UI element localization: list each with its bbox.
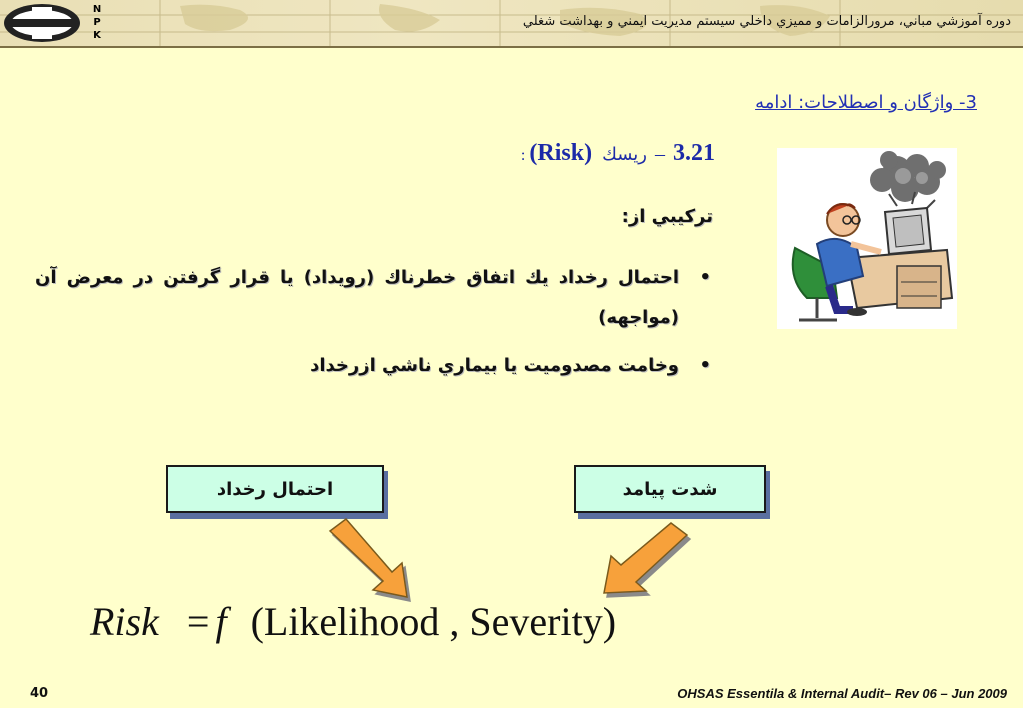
logo-letter-n: N bbox=[92, 4, 102, 15]
header-banner bbox=[0, 0, 1023, 48]
bullet-dot: • bbox=[699, 267, 711, 288]
definition-number: 3.21 bbox=[673, 140, 715, 166]
definition-colon: : bbox=[520, 147, 526, 164]
bullet-item bbox=[35, 258, 715, 338]
definition-term-persian: ريسك bbox=[602, 144, 647, 165]
intro-text: تركيبي از: bbox=[621, 206, 713, 227]
footer-text: OHSAS Essentila & Internal Audit– Rev 06 – Jun 2009 bbox=[677, 686, 1007, 701]
formula-risk: Risk bbox=[90, 599, 159, 644]
risk-formula bbox=[90, 598, 616, 645]
formula-equals: = bbox=[186, 599, 210, 644]
formula-function: f bbox=[215, 599, 227, 644]
bullet-text-likelihood: احتمال رخداد يك اتفاق خطرناك (رويداد) يا قرار گرفتن در معرض آن (مواجهه) bbox=[35, 267, 679, 328]
page-number: 40 bbox=[30, 686, 49, 701]
likelihood-box: احتمال رخداد bbox=[166, 465, 384, 513]
npk-letters bbox=[90, 3, 104, 42]
npk-logo-icon bbox=[2, 2, 88, 44]
severity-box: شدت پيامد bbox=[574, 465, 766, 513]
arrow-right-icon bbox=[604, 523, 687, 593]
logo-letter-k: K bbox=[93, 30, 101, 41]
logo-letter-p: P bbox=[93, 17, 101, 28]
arrow-left-icon bbox=[330, 519, 407, 597]
bullet-item bbox=[35, 346, 715, 386]
definition-term-english: (Risk) bbox=[529, 140, 593, 166]
formula-arguments: (Likelihood , Severity) bbox=[250, 599, 617, 644]
bullet-list bbox=[35, 258, 715, 394]
definition-dash: – bbox=[655, 143, 665, 165]
stressed-computer-user-illustration bbox=[777, 148, 957, 329]
bullet-text-severity: وخامت مصدوميت يا بيماري ناشي ازرخداد bbox=[310, 355, 679, 376]
course-title: دوره آموزشي مباني، مرورالزامات و مميزي داخلي سيستم مديريت ايمني و بهداشت شغلي bbox=[522, 14, 1011, 29]
section-title: 3- واژگان و اصطلاحات: ادامه bbox=[755, 92, 977, 113]
definition-heading bbox=[521, 140, 715, 167]
bullet-dot: • bbox=[699, 355, 711, 376]
